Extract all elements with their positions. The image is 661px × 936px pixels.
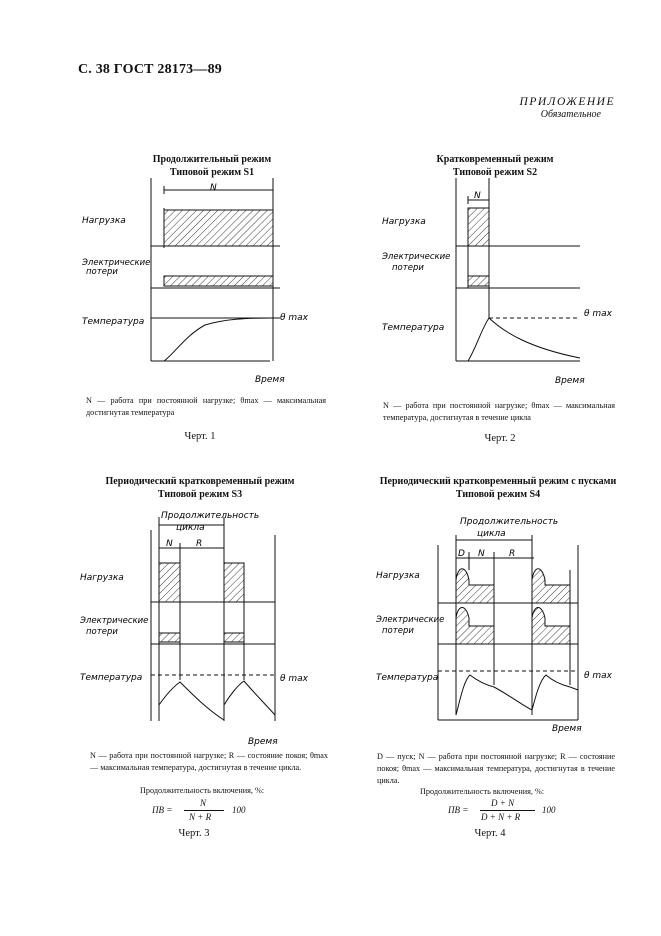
chart3-formula-lhs: ПВ = — [152, 805, 173, 815]
chart3-title-line2: Типовой режим S3 — [157, 489, 243, 500]
chart2-losses-label1: Электрические — [382, 252, 451, 262]
chart3-figure-label: Черт. 3 — [178, 828, 210, 839]
chart2-load-block — [468, 208, 489, 246]
chart3-thetamax-label: θ max — [280, 674, 308, 684]
chart3-load-block2 — [224, 563, 244, 602]
chart4-N-label: N — [478, 549, 485, 559]
chart4-figure-label: Черт. 4 — [474, 828, 506, 839]
chart3-loss-block2 — [224, 633, 244, 642]
chart4-D-label: D — [458, 549, 465, 559]
chart3-title — [80, 475, 320, 501]
chart3-caption: N — работа при постоянной нагрузке; R — состояние покоя; θmax — максимальная температура, достигнутая в течение цикла. — [90, 751, 328, 772]
chart1-thetamax-label: θ max — [280, 313, 308, 323]
chart2-load-label: Нагрузка — [382, 217, 426, 227]
chart4-formula-num: D + N — [491, 798, 515, 808]
chart2-loss-block — [468, 276, 489, 286]
chart4-load-block2 — [532, 569, 570, 603]
chart4-R-label: R — [509, 549, 516, 559]
chart1-title — [92, 153, 332, 179]
chart3-load-block1 — [159, 563, 180, 602]
chart1-losses-label2: потери — [86, 267, 118, 277]
chart4-cycle-label2: цикла — [477, 529, 506, 539]
chart2-title — [375, 153, 615, 179]
chart2-N-label: N — [474, 191, 481, 201]
chart1-loss-block — [164, 276, 273, 286]
chart2-caption: N — работа при постоянной нагрузке; θmax — максимальная температура, достигнутая в течение цикла — [383, 401, 615, 422]
chart4-time-label: Время — [552, 724, 582, 734]
chart4-diagram — [374, 510, 634, 735]
chart4-losses-label2: потери — [382, 626, 414, 636]
chart4-formula-mult: 100 — [542, 805, 556, 815]
chart4-loss-block2 — [532, 608, 570, 645]
chart3-losses-label1: Электрические — [80, 616, 149, 626]
chart3-loss-block1 — [159, 633, 180, 642]
chart3-formula-num: N — [200, 798, 207, 808]
chart4-duty-label: Продолжительность включения, %: — [420, 787, 545, 796]
chart4-thetamax-label: θ max — [584, 671, 612, 681]
chart3-diagram — [78, 505, 338, 747]
chart2-time-label: Время — [555, 376, 585, 386]
chart3-cycle-label1: Продолжительность — [161, 511, 260, 521]
chart4-losses-label1: Электрические — [376, 615, 445, 625]
chart4-title-line2: Типовой режим S4 — [455, 489, 541, 500]
chart1-temp-label: Температура — [82, 317, 145, 327]
chart1-title-line1: Продолжительный режим — [152, 154, 272, 165]
chart3-temp-label: Температура — [80, 673, 143, 683]
chart1-diagram — [80, 178, 335, 388]
chart2-thetamax-label: θ max — [584, 309, 612, 319]
chart3-formula-mult: 100 — [232, 805, 246, 815]
chart3-N-label: N — [166, 539, 173, 549]
chart1-caption: N — работа при постоянной нагрузке; θmax — максимальная достигнутая температура — [86, 396, 326, 417]
chart1-losses-label1: Электрические — [82, 258, 151, 268]
chart1-N-label: N — [210, 183, 217, 193]
chart4-formula-den: D + N + R — [481, 812, 521, 822]
chart3-title-line1: Периодический кратковременный режим — [105, 476, 295, 487]
chart4-load-block1 — [456, 569, 494, 603]
chart2-figure-label: Черт. 2 — [484, 433, 516, 444]
chart1-load-label: Нагрузка — [82, 216, 126, 226]
chart1-time-label: Время — [255, 375, 285, 385]
chart3-formula — [152, 798, 272, 824]
chart4-cycle-label1: Продолжительность — [460, 517, 559, 527]
chart4-title-line1: Периодический кратковременный режим с пусками — [379, 476, 617, 487]
chart3-formula-den: N + R — [189, 812, 212, 822]
chart3-time-label: Время — [248, 737, 278, 747]
chart4-title — [368, 475, 628, 501]
chart1-title-line2: Типовой режим S1 — [169, 167, 255, 178]
page-header: С. 38 ГОСТ 28173—89 — [78, 62, 222, 77]
chart4-formula — [448, 798, 588, 824]
chart1-figure-label: Черт. 1 — [184, 431, 216, 442]
appendix-subtitle: Обязательное — [540, 109, 601, 120]
chart1-load-block — [164, 210, 273, 246]
chart2-title-line2: Типовой режим S2 — [452, 167, 538, 178]
chart2-diagram — [380, 178, 635, 393]
chart3-duty-label: Продолжительность включения, %: — [140, 786, 265, 795]
chart3-cycle-label2: цикла — [176, 523, 205, 533]
appendix-title: ПРИЛОЖЕНИЕ — [519, 96, 615, 108]
chart2-losses-label2: потери — [392, 263, 424, 273]
chart3-load-label: Нагрузка — [80, 573, 124, 583]
chart3-R-label: R — [196, 539, 203, 549]
chart4-loss-block1 — [456, 608, 494, 645]
chart4-caption: D — пуск; N — работа при постоянной нагрузке; R — состояние покоя; θmax — максимальная температура, достигнутая в течение цикла. — [377, 752, 615, 785]
chart3-losses-label2: потери — [86, 627, 118, 637]
chart4-formula-lhs: ПВ = — [448, 805, 469, 815]
chart4-temp-label: Температура — [376, 673, 439, 683]
chart4-load-label: Нагрузка — [376, 571, 420, 581]
chart2-temp-label: Температура — [382, 323, 445, 333]
chart2-title-line1: Кратковременный режим — [436, 154, 554, 165]
